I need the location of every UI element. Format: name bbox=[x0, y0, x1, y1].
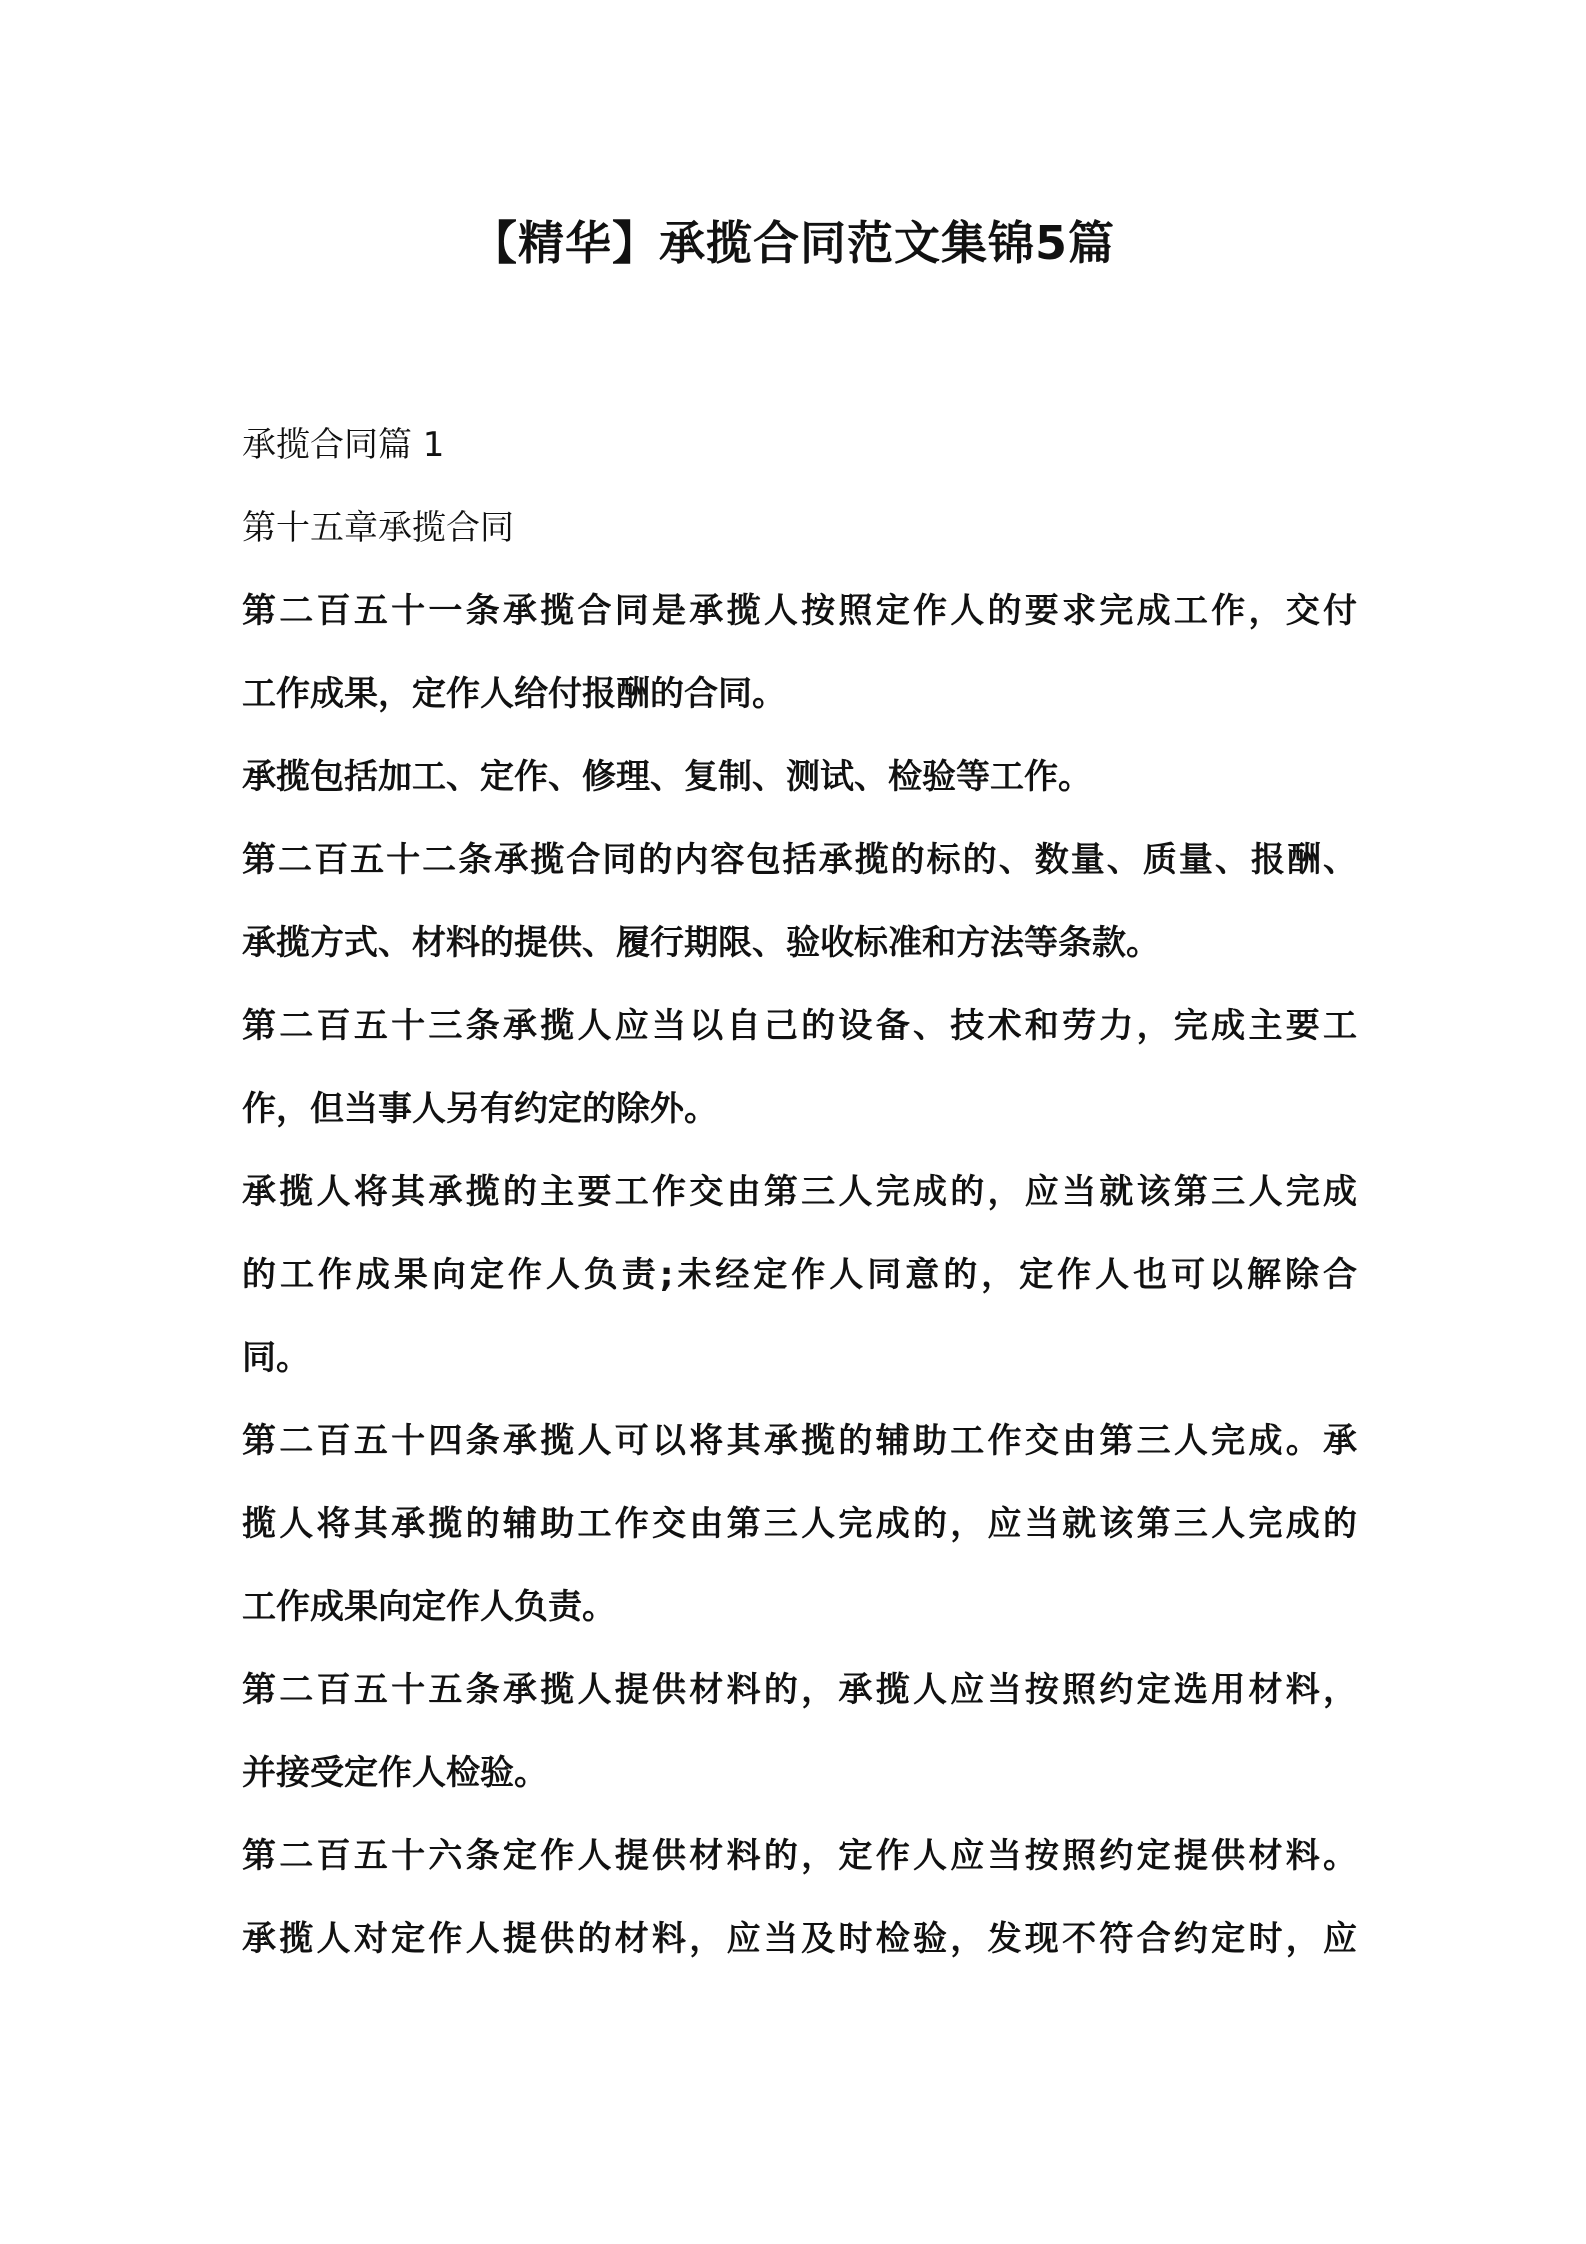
text-line: 承揽方式、材料的提供、履行期限、验收标准和方法等条款。 bbox=[242, 923, 1160, 963]
document-title: 【精华】承揽合同范文集锦5篇 bbox=[470, 216, 1115, 270]
text-line: 的工作成果向定作人负责;未经定作人同意的，定作人也可以解除合 bbox=[242, 1255, 1357, 1295]
text-line: 第二百五十三条承揽人应当以自己的设备、技术和劳力，完成主要工 bbox=[242, 1006, 1357, 1046]
chapter-heading: 第十五章承揽合同 bbox=[242, 508, 514, 548]
text-line: 工作成果向定作人负责。 bbox=[242, 1587, 616, 1627]
text-line: 承揽包括加工、定作、修理、复制、测试、检验等工作。 bbox=[242, 757, 1092, 797]
text-line: 第二百五十五条承揽人提供材料的，承揽人应当按照约定选用材料， bbox=[242, 1670, 1357, 1710]
text-line: 工作成果，定作人给付报酬的合同。 bbox=[242, 674, 786, 714]
text-line: 第二百五十二条承揽合同的内容包括承揽的标的、数量、质量、报酬、 bbox=[242, 840, 1357, 880]
text-line: 第二百五十四条承揽人可以将其承揽的辅助工作交由第三人完成。承 bbox=[242, 1421, 1357, 1461]
text-line: 作，但当事人另有约定的除外。 bbox=[242, 1089, 718, 1129]
text-line: 同。 bbox=[242, 1338, 310, 1378]
document-body bbox=[242, 404, 1357, 1981]
text-line: 揽人将其承揽的辅助工作交由第三人完成的，应当就该第三人完成的 bbox=[242, 1504, 1357, 1544]
section-heading: 承揽合同篇 1 bbox=[242, 425, 445, 465]
text-line: 承揽人将其承揽的主要工作交由第三人完成的，应当就该第三人完成 bbox=[242, 1172, 1357, 1212]
text-line: 并接受定作人检验。 bbox=[242, 1753, 548, 1793]
text-line: 第二百五十六条定作人提供材料的，定作人应当按照约定提供材料。 bbox=[242, 1836, 1357, 1876]
text-line: 第二百五十一条承揽合同是承揽人按照定作人的要求完成工作，交付 bbox=[242, 591, 1357, 631]
text-line: 承揽人对定作人提供的材料，应当及时检验，发现不符合约定时，应 bbox=[242, 1919, 1357, 1959]
